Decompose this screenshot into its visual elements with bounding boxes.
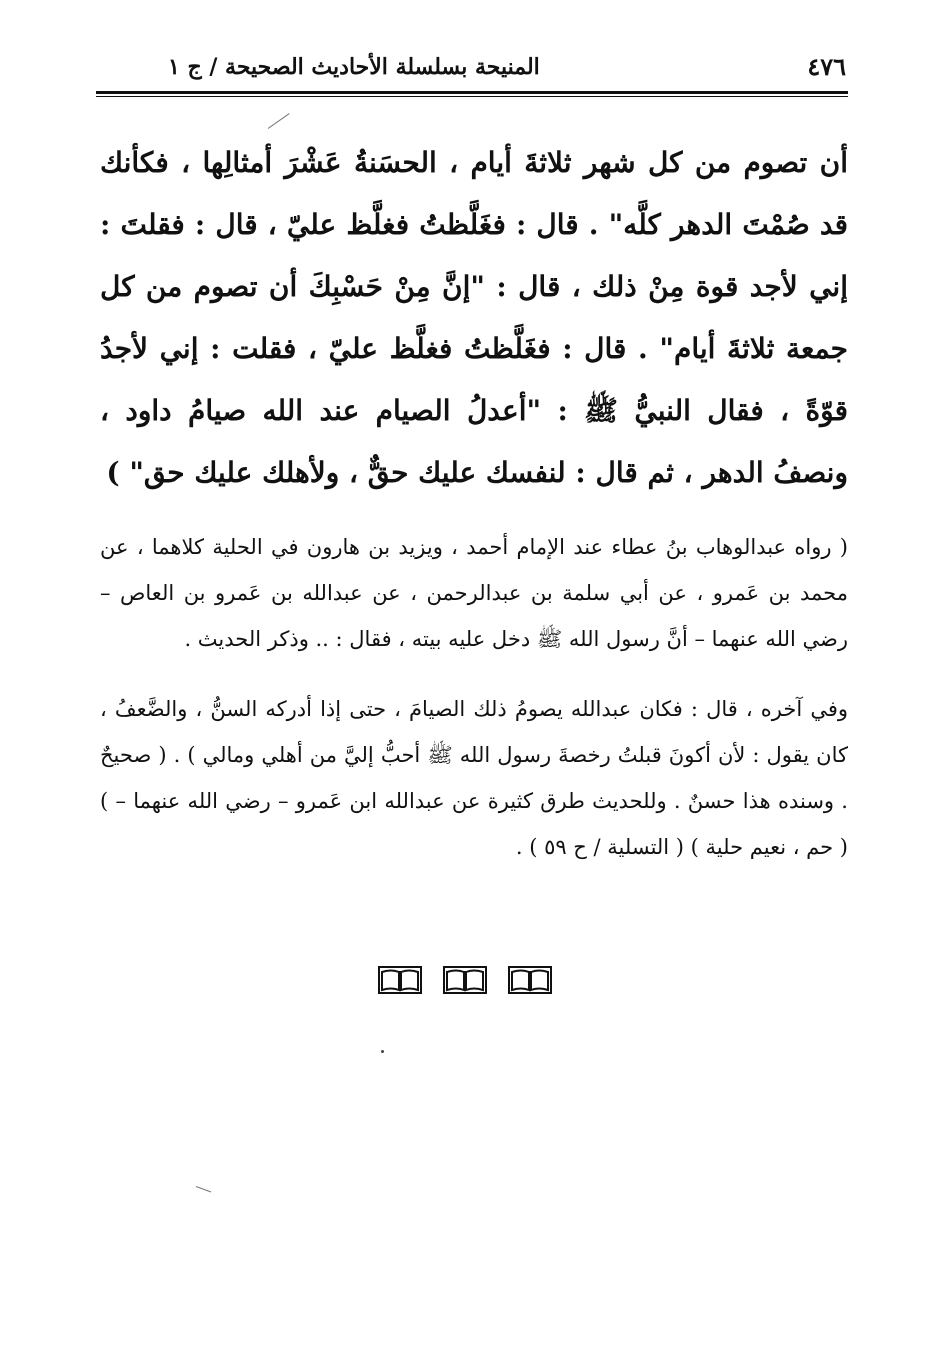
open-book-icon [378,966,422,994]
running-header [98,52,846,90]
open-book-icon [443,966,487,994]
grading-note [100,686,848,870]
running-title: المنيحة بسلسلة الأحاديث الصحيحة / ج ١ [168,54,540,80]
takhrij-note [100,524,848,662]
note-paragraph-1: ( رواه عبدالوهاب بنُ عطاء عند الإمام أحمد ، ويزيد بن هارون في الحلية كلاهما ، عن محمد بن عَمرو ، عن أبي سلمة بن عبدالرحمن ، عن عبدالله بن عَمرو بن العاص – رضي الله عنهما – أنَّ رسول الله ﷺ دخل عليه بيته ، فقال : .. وذكر الحديث . [100,535,848,651]
scan-speck [381,1050,384,1053]
scan-mark [268,113,290,129]
section-ornament [0,966,930,998]
header-rule [96,91,848,97]
hadith-paragraph: أن تصوم من كل شهر ثلاثةَ أيام ، الحسَنةُ عَشْرَ أمثالِها ، فكأنك قد صُمْتَ الدهر كلَّه" . قال : فغَلَّظتُ فغلَّظ عليّ ، قال : فقلتَ : إني لأجد قوة مِنْ ذلك ، قال : "إنَّ مِنْ حَسْبِكَ أن تصوم من كل جمعة ثلاثةَ أيام" . قال : فغَلَّظتُ فغلَّظ عليّ ، فقلت : إني لأجدُ قوّةً ، فقال النبيُّ ﷺ : "أعدلُ الصيام عند الله صيامُ داود ، ونصفُ الدهر ، ثم قال : لنفسك عليك حقٌّ ، ولأهلك عليك حق" ) [100,146,848,489]
hadith-text [100,132,848,504]
scan-mark [196,1186,211,1192]
open-book-icon [508,966,552,994]
page-number: ٤٧٦ [807,52,846,81]
note-paragraph-2: وفي آخره ، قال : فكان عبدالله يصومُ ذلك الصيامَ ، حتى إذا أدركه السنُّ ، والضَّعفُ ، كان يقول : لأن أكونَ قبلتُ رخصةَ رسول الله ﷺ أحبُّ إليَّ من أهلي ومالي ) . ( صحيحٌ . وسنده هذا حسنٌ . وللحديث طرق كثيرة عن عبدالله ابن عَمرو – رضي الله عنهما – ) ( حم ، نعيم حلية ) ( التسلية / ح ٥٩ ) . [100,697,848,859]
